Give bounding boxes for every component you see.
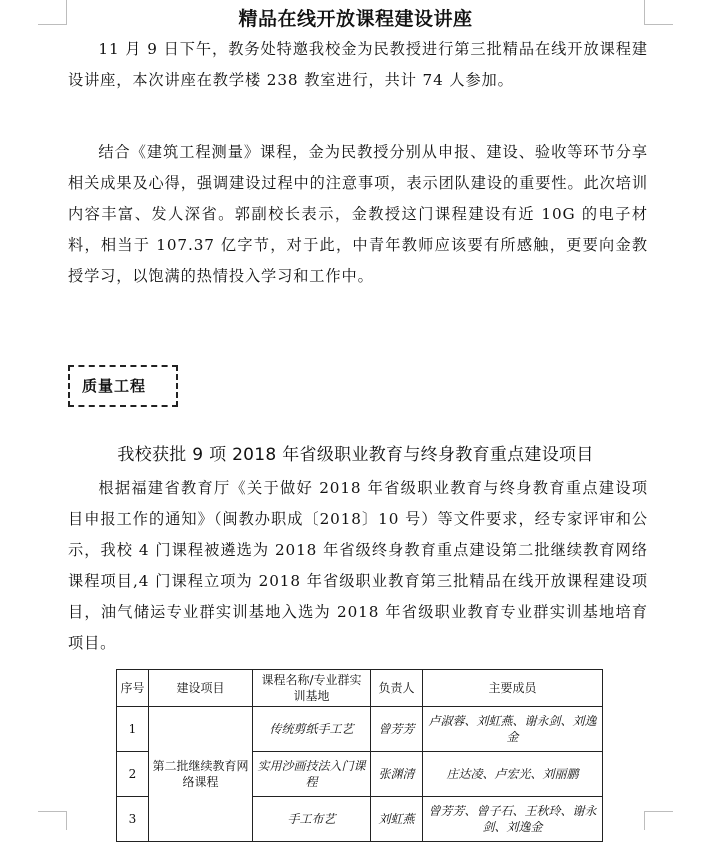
- header-lead: 负责人: [371, 670, 423, 707]
- project-table: [116, 669, 603, 842]
- article2-title: 我校获批 9 项 2018 年省级职业教育与终身教育重点建设项目: [117, 445, 594, 465]
- table-header-row: [117, 670, 603, 707]
- row-lead: 刘虹燕: [371, 797, 423, 842]
- row-members: 卢淑蓉、刘虹燕、谢永剑、刘逸金: [423, 707, 603, 752]
- header-members: 主要成员: [423, 670, 603, 707]
- row-lead: 曾芳芳: [371, 707, 423, 752]
- row-course: 传统剪纸手工艺: [253, 707, 371, 752]
- row-no: 3: [117, 797, 149, 842]
- row-no: 1: [117, 707, 149, 752]
- row-course: 实用沙画技法入门课程: [253, 752, 371, 797]
- table-row: [117, 707, 603, 752]
- article1-title: 精品在线开放课程建设讲座: [238, 8, 473, 30]
- header-no: 序号: [117, 670, 149, 707]
- section-tag: 质量工程: [68, 365, 178, 407]
- row-no: 2: [117, 752, 149, 797]
- row-members: 曾芳芳、曾子石、王秋玲、谢永剑、刘逸金: [423, 797, 603, 842]
- row-course: 手工布艺: [253, 797, 371, 842]
- row-members: 庄达凌、卢宏光、刘丽鹏: [423, 752, 603, 797]
- header-project: 建设项目: [149, 670, 253, 707]
- article1-paragraph-2: 结合《建筑工程测量》课程，金为民教授分别从申报、建设、验收等环节分享相关成果及心得，强调建设过程中的注意事项，表示团队建设的重要性。此次培训内容丰富、发人深省。郭副校长表示，金教授这门课程建设有近 10G 的电子材料，相当于 107.37 亿字节，对于此，中青年教师应该要有所感触，更要向金教授学习，以饱满的热情投入学习和工作中。: [68, 143, 648, 285]
- header-course: 课程名称/专业群实训基地: [253, 670, 371, 707]
- project-group-label: 第二批继续教育网络课程: [149, 707, 253, 842]
- crop-mark-bottom-right: [644, 811, 673, 830]
- article1-paragraph-1: 11 月 9 日下午，教务处特邀我校金为民教授进行第三批精品在线开放课程建设讲座，本次讲座在教学楼 238 教室进行，共计 74 人参加。: [68, 40, 648, 89]
- crop-mark-bottom-left: [38, 811, 67, 830]
- article2-paragraph: 根据福建省教育厅《关于做好 2018 年省级职业教育与终身教育重点建设项目申报工作的通知》（闽教办职成〔2018〕10 号）等文件要求，经专家评审和公示，我校 4 门课程被遴选为 2018 年省级终身教育重点建设第二批继续教育网络课程项目,4 门课程立项为 2018 年省级职业教育第三批精品在线开放课程建设项目，油气储运专业群实训基地入选为 2018 年省级职业教育专业群实训基地培育项目。: [68, 479, 648, 652]
- row-lead: 张渊清: [371, 752, 423, 797]
